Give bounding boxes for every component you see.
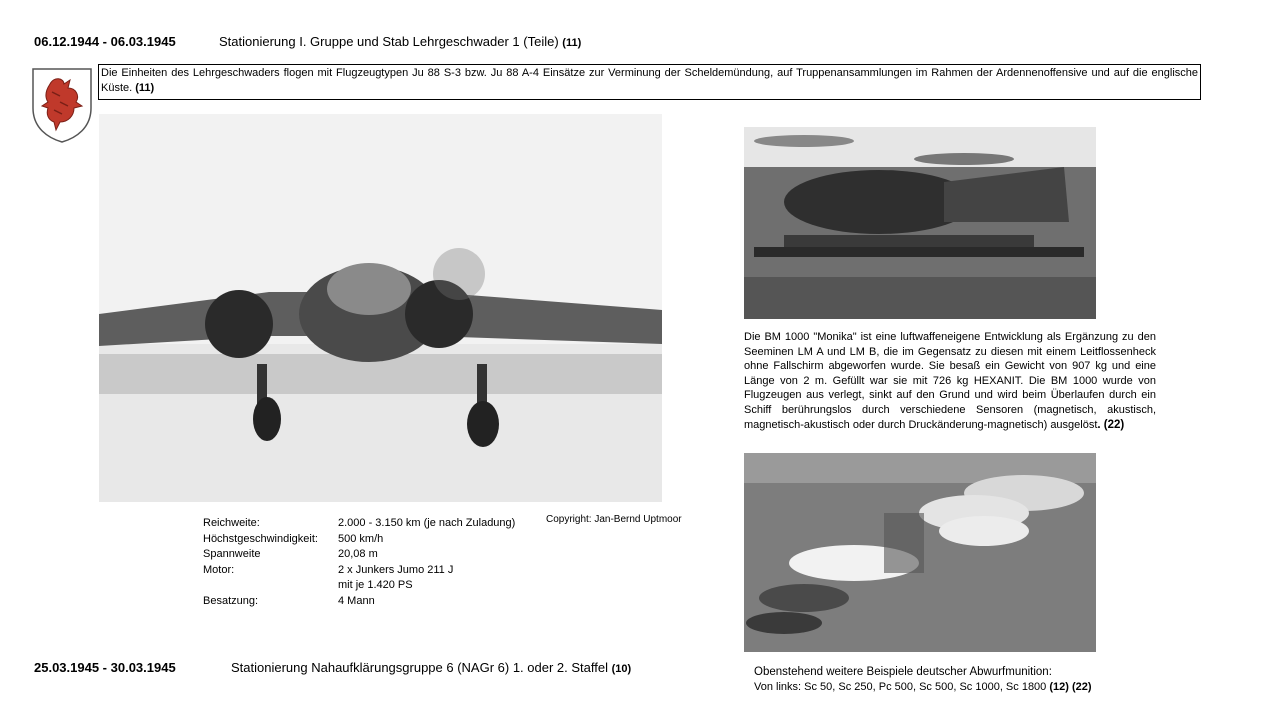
munitions-caption-ref: (12) (22) xyxy=(1049,681,1092,693)
spec-label: Motor: xyxy=(203,563,235,576)
copyright-text: Copyright: Jan-Bernd Uptmoor xyxy=(546,514,682,525)
munitions-caption xyxy=(754,665,1092,695)
section1-date: 06.12.1944 - 06.03.1945 xyxy=(34,34,176,49)
spec-value: 20,08 m xyxy=(338,548,378,560)
munitions-caption-line2: Von links: Sc 50, Sc 250, Pc 500, Sc 500, Sc 1000, Sc 1800 xyxy=(754,681,1047,693)
unit-info-box xyxy=(98,64,1201,100)
munitions-caption-line2-row xyxy=(754,680,1092,695)
spec-value: 2 x Junkers Jumo 211 J xyxy=(338,563,454,576)
spec-label: Höchstgeschwindigkeit: xyxy=(203,532,318,545)
spec-value: mit je 1.420 PS xyxy=(338,579,413,591)
mine-description xyxy=(744,330,1156,432)
section1-ref: (11) xyxy=(562,37,582,49)
spec-label: Spannweite xyxy=(203,548,261,560)
unit-info-text: Die Einheiten des Lehrgeschwaders flogen mit Flugzeugtypen Ju 88 S-3 bzw. Ju 88 A-4 Einsätze zur Verminung der Scheldemündung, auf Truppenansammlungen im Rahmen der Ardennenoffensive und auf die englische Küste. xyxy=(101,67,1198,94)
munitions-caption-line1: Obenstehend weitere Beispiele deutscher Abwurfmunition: xyxy=(754,666,1052,678)
mine-description-ref: . (22) xyxy=(1097,418,1125,431)
spec-label: Besatzung: xyxy=(203,594,259,607)
section2-title-text: Stationierung Nahaufklärungsgruppe 6 (NAGr 6) 1. oder 2. Staffel xyxy=(231,660,608,675)
section1-title-text: Stationierung I. Gruppe und Stab Lehrgeschwader 1 (Teile) xyxy=(219,34,559,49)
section2-date: 25.03.1945 - 30.03.1945 xyxy=(34,660,176,675)
section1-title xyxy=(219,34,581,49)
aircraft-photo xyxy=(99,114,662,502)
spec-label: Reichweite: xyxy=(203,517,260,529)
spec-value: 500 km/h xyxy=(338,532,384,545)
spec-value: 4 Mann xyxy=(338,594,375,607)
spec-value: 2.000 - 3.150 km (je nach Zuladung) xyxy=(338,517,516,529)
section2-title xyxy=(231,660,631,675)
mine-description-text: Die BM 1000 "Monika" ist eine luftwaffeneigene Entwicklung als Ergänzung zu den Seeminen LM A und LM B, die im Gegensatz zu diesen mit einem Leitflossenheck ohne Fallschirm abgeworfen wurde. Sie besaß ein Gewicht von 907 kg und eine Länge von 2 m. Gefüllt war sie mit 726 kg HEXANIT. Die BM 1000 wurde von Flugzeugen aus verlegt, sinkt auf den Grund und wird beim Überlaufen durch ein Schiff berührungslos durch verschiedene Sensoren (magnetisch, akustisch, magnetisch-akustisch oder durch Druckänderung-magnetisch) ausgelöst xyxy=(744,331,1156,431)
section2-ref: (10) xyxy=(611,663,632,675)
griffin-crest-icon xyxy=(30,66,94,144)
munitions-photo xyxy=(744,453,1096,652)
mine-photo xyxy=(744,127,1096,319)
unit-info-ref: (11) xyxy=(135,82,155,94)
